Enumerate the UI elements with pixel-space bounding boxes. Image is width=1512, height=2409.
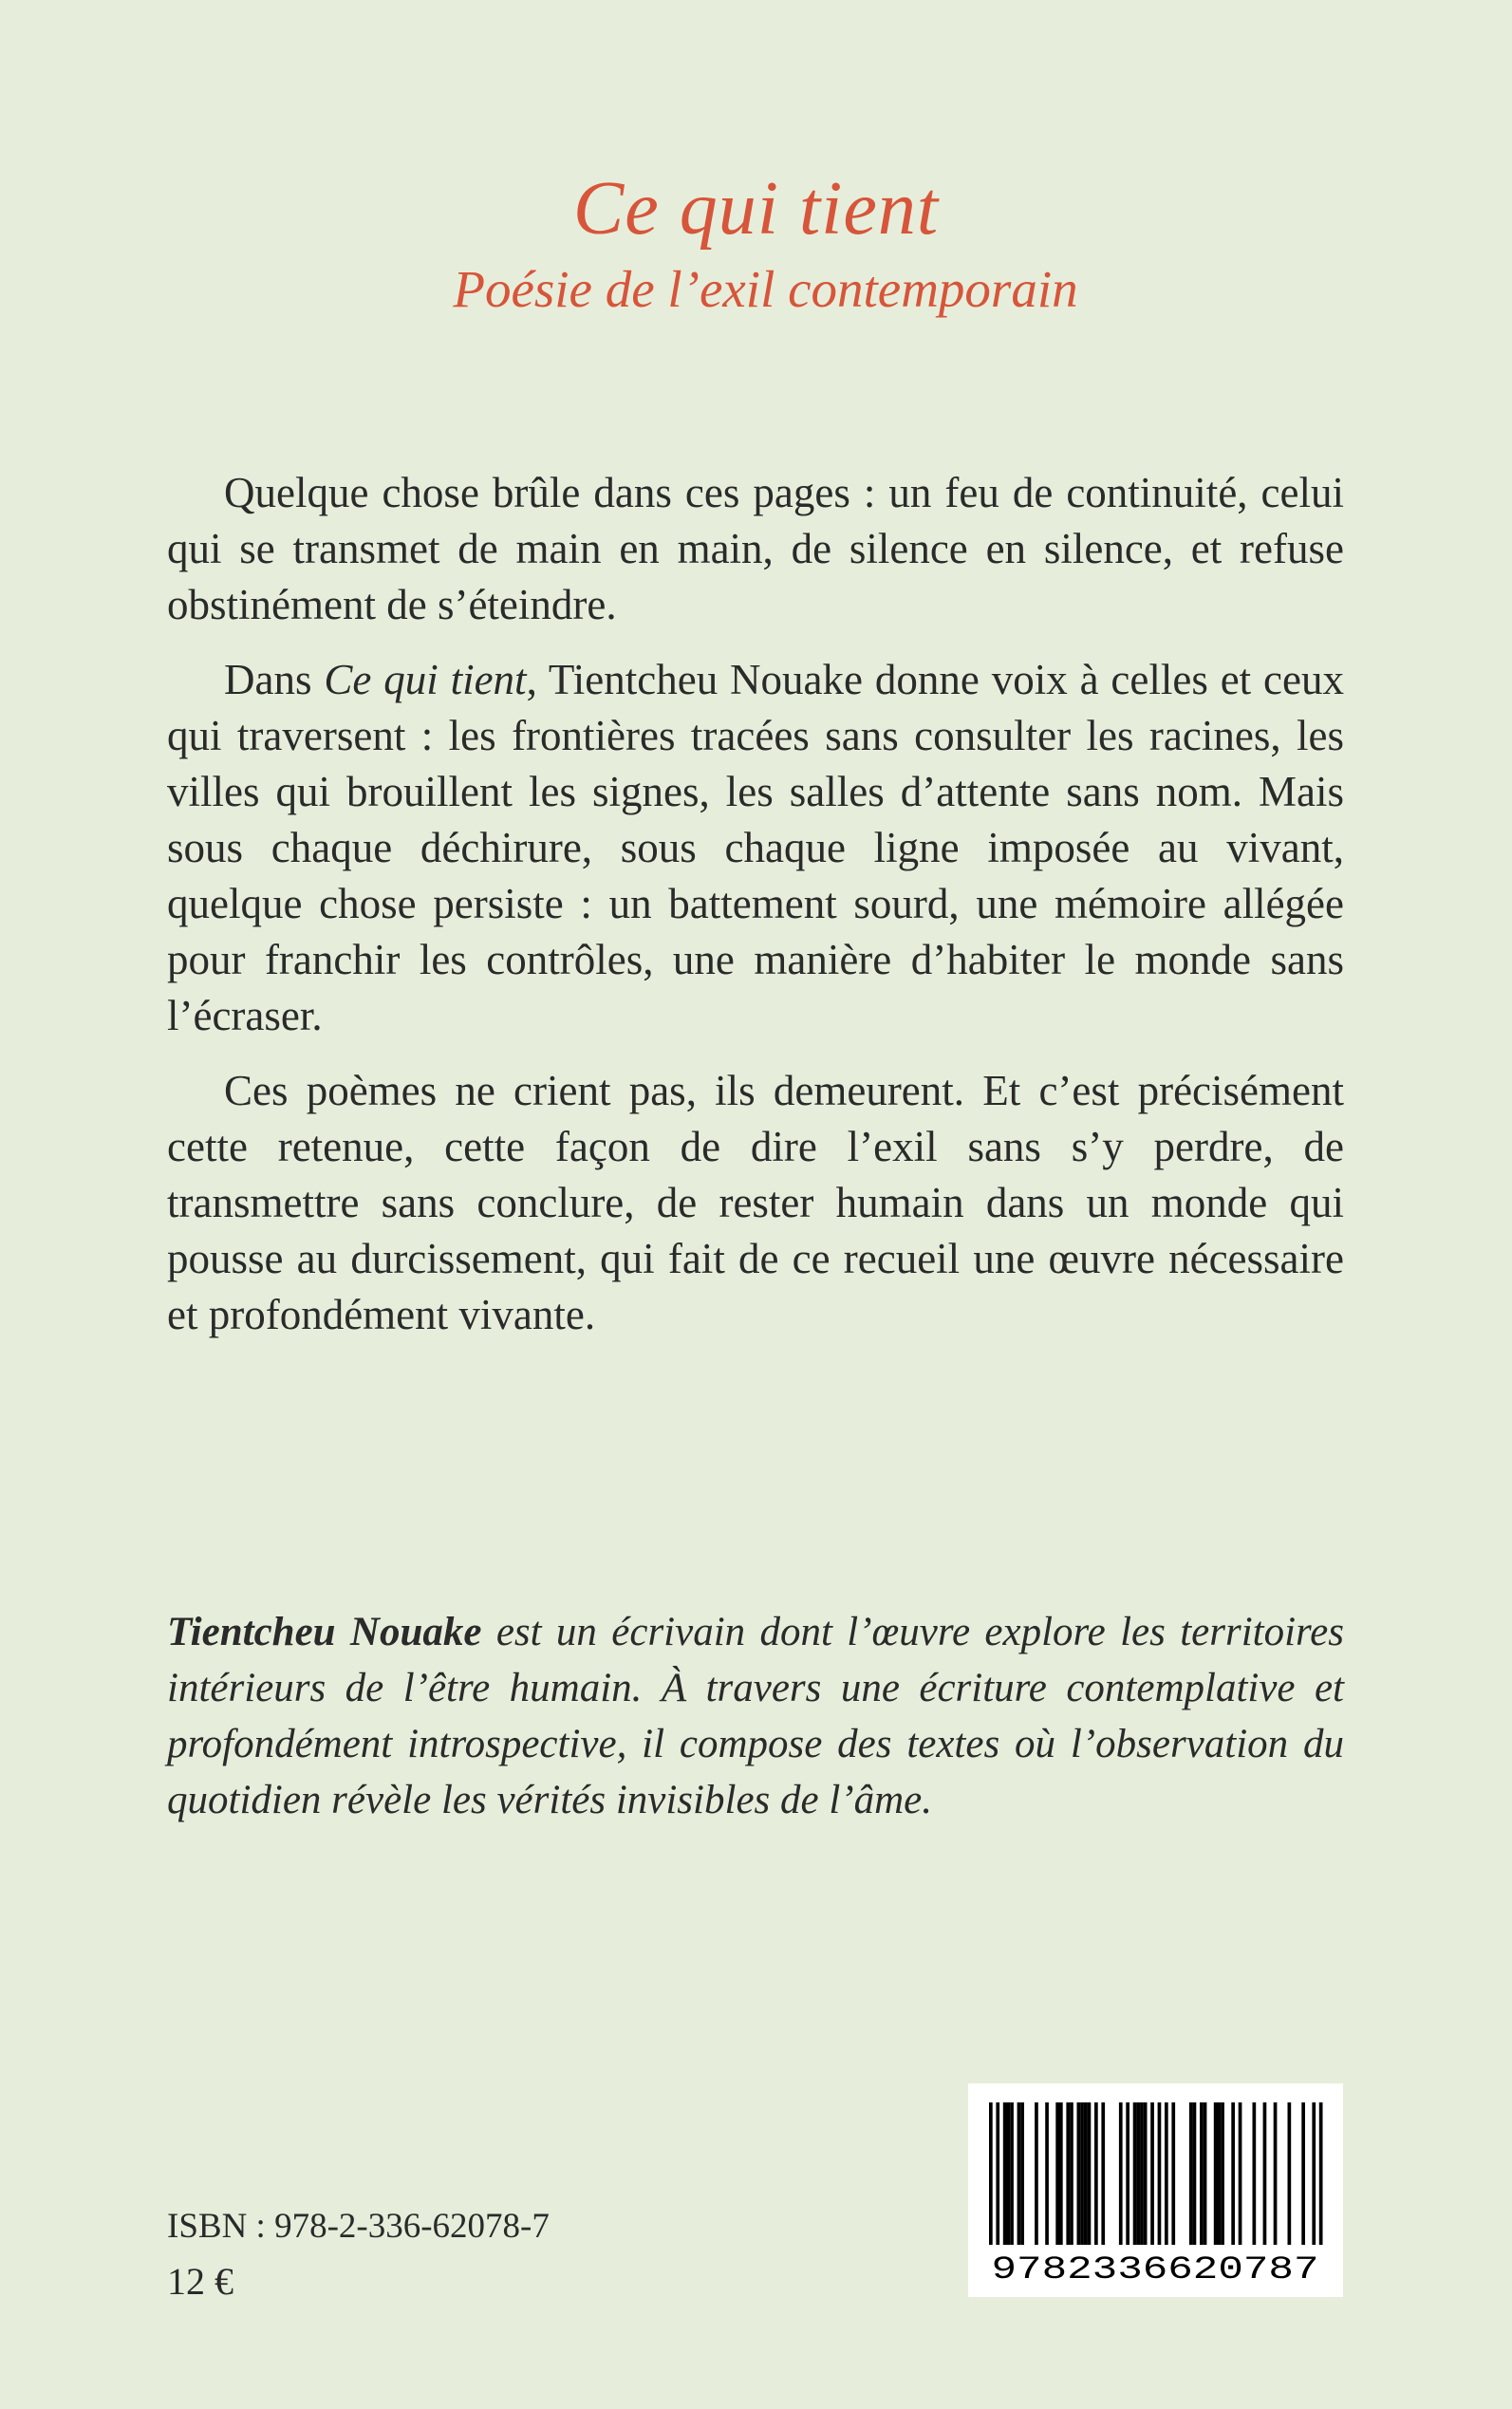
title-block [0, 161, 1512, 323]
barcode-bar-34 [1218, 2102, 1222, 2245]
barcode-bars [989, 2102, 1323, 2245]
blurb [167, 465, 1344, 1362]
barcode-bar-11 [1066, 2102, 1070, 2245]
blurb-book-title: Ce qui tient [324, 656, 527, 703]
barcode-graphic [968, 2083, 1343, 2297]
barcode-bar-26 [1158, 2102, 1162, 2245]
author-bio-text: est un écrivain dont l’œuvre explore les territoires intérieurs de l’être humain. À travers une écriture contemplative et profondément introspective, il compose des textes où l’observation du quotidien révèle les vérités invisibles de l’âme. [167, 1610, 1344, 1822]
barcode-bar-2 [1003, 2102, 1007, 2245]
barcode-bar-27 [1165, 2102, 1168, 2245]
barcode-bar-17 [1094, 2102, 1098, 2245]
barcode-bar-8 [1045, 2102, 1049, 2245]
barcode-bar-35 [1221, 2102, 1224, 2245]
barcode-bar-0 [989, 2102, 993, 2245]
barcode-bar-15 [1084, 2102, 1088, 2245]
barcode-bar-21 [1133, 2102, 1137, 2245]
barcode-bar-29 [1189, 2102, 1193, 2245]
barcode-bar-42 [1301, 2102, 1305, 2245]
barcode-bar-36 [1231, 2102, 1235, 2245]
blurb-p2-lead: Dans [224, 656, 325, 703]
barcode-bar-3 [1007, 2102, 1011, 2245]
blurb-paragraph-1: Quelque chose brûle dans ces pages : un feu de continuité, celui qui se transmet de main en main, de silence en silence, et refuse obstinément de s’éteindre. [167, 469, 1344, 628]
barcode-bar-6 [1020, 2102, 1024, 2245]
barcode-bar-23 [1140, 2102, 1144, 2245]
barcode-bar-32 [1204, 2102, 1207, 2245]
barcode-bar-43 [1312, 2102, 1316, 2245]
barcode-bar-4 [1010, 2102, 1014, 2245]
barcode-bar-25 [1150, 2102, 1154, 2245]
barcode-bar-19 [1119, 2102, 1123, 2245]
blurb-paragraph-3: Ces poèmes ne crient pas, ils demeurent. Et c’est précisément cette retenue, cette façon de dire l’exil sans s’y perdre, de transmettre sans conclure, de rester humain dans un monde qui pousse au durcissement, qui fait de ce recueil une œuvre nécessaire et profondément vivante. [167, 1067, 1344, 1338]
book-subtitle: Poésie de l’exil contemporain [453, 260, 1078, 318]
barcode-bar-18 [1101, 2102, 1105, 2245]
barcode-bar-5 [1017, 2102, 1021, 2245]
barcode-bar-39 [1263, 2102, 1267, 2245]
barcode-bar-38 [1253, 2102, 1257, 2245]
barcode-bar-9 [1055, 2102, 1059, 2245]
barcode-digits: 9782336620787 [991, 2252, 1319, 2288]
barcode-bar-37 [1239, 2102, 1242, 2245]
isbn: ISBN : 978-2-336-62078-7 [167, 2207, 550, 2246]
author-bio [167, 1604, 1344, 1828]
barcode-bar-31 [1200, 2102, 1204, 2245]
barcode-bar-44 [1319, 2102, 1323, 2245]
barcode-bar-28 [1171, 2102, 1175, 2245]
barcode-bar-20 [1126, 2102, 1129, 2245]
barcode-bar-16 [1088, 2102, 1092, 2245]
barcode-bar-7 [1035, 2102, 1038, 2245]
barcode-bar-12 [1070, 2102, 1073, 2245]
barcode-bar-13 [1077, 2102, 1081, 2245]
barcode-bar-24 [1144, 2102, 1148, 2245]
barcode-bar-33 [1214, 2102, 1218, 2245]
barcode-bar-22 [1136, 2102, 1140, 2245]
barcode-bar-30 [1193, 2102, 1197, 2245]
book-title: Ce qui tient [572, 167, 940, 251]
barcode-bar-1 [996, 2102, 999, 2245]
barcode [968, 2083, 1343, 2297]
blurb-p2-rest: , Tientcheu Nouake donne voix à celles et ceux qui traversent : les frontières tracées sans consulter les racines, les villes qui brouillent les signes, les salles d’attente sans nom. Mais sous chaque déchirure, sous chaque ligne imposée au vivant, quelque chose persiste : un battement sourd, une mémoire allégée pour franchir les contrôles, une manière d’habiter le monde sans l’écraser. [167, 656, 1344, 1039]
blurb-paragraph-2 [167, 652, 1344, 1044]
barcode-bar-10 [1059, 2102, 1063, 2245]
barcode-bar-14 [1080, 2102, 1084, 2245]
author-name: Tientcheu Nouake [167, 1610, 482, 1654]
barcode-bar-41 [1288, 2102, 1292, 2245]
barcode-bar-40 [1274, 2102, 1278, 2245]
price: 12 € [167, 2260, 233, 2303]
